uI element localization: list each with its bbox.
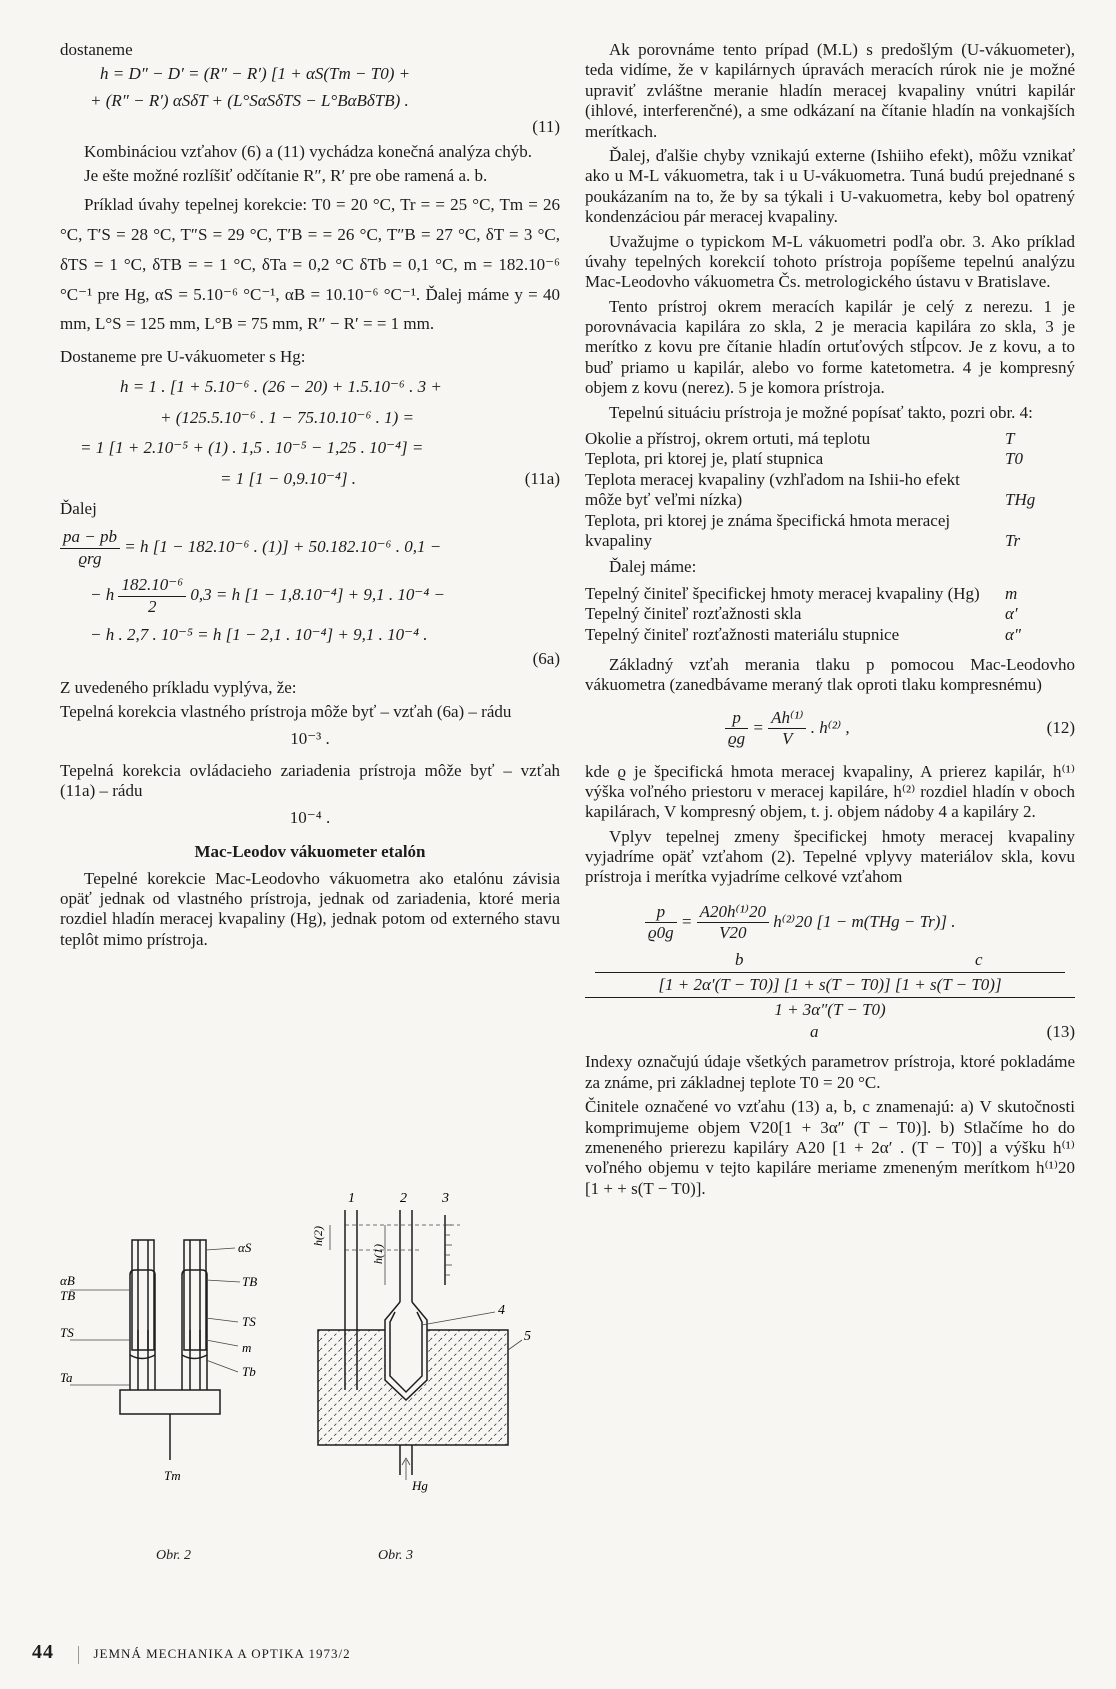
equation-11-line1: h = D″ − D′ = (R″ − R′) [1 + αS(Tm − T0) + — [100, 64, 411, 84]
paragraph: Je ešte možné rozlíšiť odčítanie R″, R′ pre obe ramená a. b. — [84, 165, 488, 185]
paragraph: Uvažujme o typickom M-L vákuometri podľa obr. 3. Ako príklad úvahy tepelných korekcií tohoto prístroja popíšeme tepelnú analýzu Mac-Leodovho vákuometra Čs. metrologického ústavu v Bratislave. — [585, 231, 1075, 292]
paragraph: Ak porovnáme tento prípad (M.L) s predošlým (U-vákuometer), teda vidíme, že v kapilárnych úpravách meracích rúrok nie je možné upraviť zvláštne meranie hladín meracej kvapaliny vnútri kapilár (ihlové, interferenčné), a sme odkázaní na čítanie hladín na vonkajších merítkach. — [585, 40, 1075, 141]
list-item-symbol: T — [1005, 429, 1015, 449]
paragraph: Z uvedeného príkladu vyplýva, že: — [60, 677, 297, 697]
equation-11-line2: + (R″ − R′) αSδT + (L°SαSδTS − L°BαBδTB) . — [90, 90, 409, 110]
paragraph: Indexy označujú údaje všetkých parametrov prístroja, ktoré pokladáme za známe, pri základnej teplote T0 = 20 °C. — [585, 1052, 1075, 1092]
label-tb-left: TB — [60, 1288, 76, 1303]
fraction: $\frac{\text{182.10⁻⁶}}{2}$ — [118, 575, 186, 617]
paragraph: Tepelné korekcie Mac-Leodovho vákuometra ako etalónu závisia opäť jednak od vlastného prístroja, jednak od zariadenia, ktoré meria rozdiel hladín meracej kvapaliny (Hg), jednak potom od externého stavu teplôt mimo prístroja. — [60, 868, 560, 949]
paragraph: Ďalej — [60, 499, 97, 519]
list-item — [585, 429, 1075, 449]
label-5: 5 — [524, 1329, 531, 1344]
figures — [60, 1190, 560, 1590]
label-alpha-s: αS — [238, 1240, 252, 1255]
equation-number: (13) — [1046, 1022, 1075, 1042]
paragraph: Príklad úvahy tepelnej korekcie: T0 = 20 °C, Tr = = 25 °C, Tm = 26 °C, T′S = 28 °C, T″S = 29 °C, T′B = = 26 °C, T″B = 27 °C, δT = 3 °C, δTS = 1 °C, δTB = = 1 °C, δTa = 0,2 °C δTb = 0,1 °C, m = 182.10⁻⁶ °C⁻¹ pre Hg, αS = 5.10⁻⁶ °C⁻¹, αB = 10.10⁻⁶ °C⁻¹. Ďalej máme y = 40 mm, L°S = 125 mm, L°B = 75 mm, R″ − R′ = = 1 mm. — [60, 195, 560, 334]
label-tb: Tb — [242, 1364, 256, 1379]
list-item-symbol: T0 — [1005, 449, 1023, 469]
label-2: 2 — [400, 1191, 407, 1206]
paragraph: Tepelná korekcia vlastného prístroja môže byť – vzťah (6a) – rádu — [60, 702, 512, 722]
divider — [78, 1646, 79, 1664]
equation-13-labels-top: b c — [735, 949, 983, 969]
label-4: 4 — [498, 1303, 505, 1318]
equation-13-labels-bottom: a (13) — [810, 1022, 1075, 1042]
fraction: $\frac{pa - pb}{\text{ϱrg}}$ — [60, 527, 120, 569]
equation-number: (11a) — [524, 468, 560, 488]
list-item-text: Teplota, pri ktorej je známa špecifická hmota meracej kvapaliny — [585, 510, 951, 550]
equation-11a-line3: = 1 [1 + 2.10⁻⁵ + (1) . 1,5 . 10⁻⁵ − 1,25 . 10⁻⁴] = — [80, 438, 424, 458]
list-item-symbol: Tr — [1005, 530, 1021, 550]
label-3: 3 — [442, 1191, 449, 1206]
paragraph: Vplyv tepelnej zmeny špecifickej hmoty meracej kvapaliny vyjadríme opäť vzťahom (2). Tepelné vplyvy materiálov skla, kovu prístroja i merítka vyjadríme celkové vzťahom — [585, 826, 1075, 887]
equation-13-denominator: 1 + 3α″(T − T0) — [774, 1000, 886, 1020]
order-value: 10⁻⁴ . — [289, 807, 331, 827]
label-h2: h(2) — [311, 1226, 325, 1246]
paragraph: Tento prístroj okrem meracích kapilár je celý z nerezu. 1 je porovnávacia kapilára zo skla, 2 je meracia kapilára zo skla, 3 je merítko z kovu pre čítanie hladín ortuťových stĺpcov. Je z kovu, a to buď priamo u kapilár, alebo vo forme katetometra. 4 je kompresný objem z kovu (nerez). 5 je komora prístroja. — [585, 296, 1075, 398]
label-ts-left: TS — [60, 1325, 74, 1340]
page-number: 44 — [32, 1641, 54, 1663]
equation-13-top: $\frac{p}{ϱ0g}$ = $\frac{\text{A20h⁽¹⁾20}}{V20}$ h⁽²⁾20 [1 − m(THg − Tr)] . — [645, 902, 1075, 944]
paragraph: Tepelnú situáciu prístroja je možné popísať takto, pozri obr. 4: — [609, 402, 1033, 422]
equation-number: (11) — [532, 117, 560, 137]
list-item-text: Okolie a přístroj, okrem ortuti, má teplotu — [585, 429, 871, 449]
list-item-symbol: THg — [1005, 490, 1036, 510]
equation-11a-line2: + (125.5.10⁻⁶ . 1 − 75.10.10⁻⁶ . 1) = — [160, 407, 415, 427]
label-hg: Hg — [412, 1478, 428, 1493]
paragraph: Základný vzťah merania tlaku p pomocou Mac-Leodovho vákuometra (zanedbávame meraný tlak oproti tlaku kompresnému) — [585, 654, 1075, 695]
list-item-text: Tepelný činiteľ rozťažnosti materiálu stupnice — [585, 624, 900, 644]
list-item — [585, 511, 1075, 552]
paragraph: Kombináciou vzťahov (6) a (11) vychádza konečná analýza chýb. — [84, 141, 532, 161]
paragraph: kde ϱ je špecifická hmota meracej kvapaliny, A prierez kapilár, h⁽¹⁾ výška voľného priestoru v meracej kapiláre, h⁽²⁾ rozdiel hladín v oboch kapilárach, V kompresný objem, t. j. objem nádoby 4 a kapiláry 2. — [585, 761, 1075, 822]
paragraph: Ďalej máme: — [609, 557, 697, 577]
paragraph: Ďalej, ďalšie chyby vznikajú externe (Ishiiho efekt), môžu vznikať ako u M-L vákuometra, tak i u U-vákuometra. Tuná budú prejednané s poukázaním na to, že by sa týkali i U-vakuometra, keby bol opatrený kondenzáciou pár meracej kvapaliny. — [585, 145, 1075, 227]
equation-6a-line3: − h . 2,7 . 10⁻⁵ = h [1 − 2,1 . 10⁻⁴] + 9,1 . 10⁻⁴ . — [90, 625, 428, 644]
list-item — [585, 625, 1075, 645]
list-item-symbol: α′ — [1005, 604, 1018, 624]
label-h1: h(1) — [371, 1244, 385, 1264]
list-item — [585, 449, 1075, 469]
equation-number: (12) — [1046, 717, 1075, 737]
label-m: m — [242, 1340, 252, 1355]
figure-2-caption: Obr. 2 — [156, 1548, 192, 1563]
equation-number: (6a) — [532, 649, 560, 669]
label-ts: TS — [242, 1314, 256, 1329]
list-item-symbol: m — [1005, 583, 1018, 603]
figure-3-caption: Obr. 3 — [378, 1548, 414, 1563]
list-item-text: Tepelný činiteľ rozťažnosti skla — [585, 604, 802, 624]
paragraph: Dostaneme pre U-vákuometer s Hg: — [60, 347, 306, 367]
list-item-text: Tepelný činiteľ špecifickej hmoty meracej kvapaliny (Hg) — [585, 583, 980, 603]
equation-11a-line4: = 1 [1 − 0,9.10⁻⁴] . — [220, 468, 357, 488]
coefficient-list — [585, 584, 1075, 645]
journal-name: JEMNÁ MECHANIKA A OPTIKA 1973/2 — [93, 1646, 351, 1661]
left-column — [60, 40, 560, 950]
paragraph: Tepelná korekcia ovládacieho zariadenia prístroja môže byť – vzťah (11a) – rádu — [60, 760, 560, 801]
label-1: 1 — [348, 1191, 355, 1206]
figure-2 — [120, 1240, 220, 1460]
list-item — [585, 584, 1075, 604]
equation-11a-line1: h = 1 . [1 + 5.10⁻⁶ . (26 − 20) + 1.5.10⁻⁶ . 3 + — [120, 377, 442, 397]
equation-6a-line2: − h $\frac{\text{182.10⁻⁶}}{2}$ 0,3 = h [1 − 1,8.10⁻⁴] + 9,1 . 10⁻⁴ − — [90, 575, 446, 616]
label-ta: Ta — [60, 1370, 73, 1385]
equation-12: $\frac{p}{ϱg}$ = $\frac{\text{Ah⁽¹⁾}}{V}$ . h⁽²⁾ , (12) — [725, 708, 1075, 750]
order-value: 10⁻³ . — [290, 728, 330, 748]
equation-13-numerator: [1 + 2α′(T − T0)] [1 + s(T − T0)] [1 + s(T − T0)] — [585, 973, 1075, 998]
list-item-text: Teplota meracej kvapaliny (vzhľadom na Ishii-ho efekt môže byť veľmi nízka) — [585, 469, 960, 510]
label-tb-top: TB — [242, 1274, 258, 1289]
label-alpha-b: αB — [60, 1273, 75, 1288]
right-column — [585, 40, 1075, 1199]
equation-6a-line1: $\frac{pa - pb}{\text{ϱrg}}$ = h [1 − 182.10⁻⁶ . (1)] + 50.182.10⁻⁶ . 0,1 − — [60, 527, 560, 569]
page-footer — [32, 1640, 351, 1664]
label-tm: Tm — [164, 1468, 181, 1483]
section-heading: Mac-Leodov vákuometer etalón — [194, 842, 426, 862]
paragraph: dostaneme — [60, 40, 133, 59]
paragraph: Činitele označené vo vzťahu (13) a, b, c znamenajú: a) V skutočnosti komprimujeme objem V20[1 + 3α″ (T − T0)]. b) Stlačíme ho do zmeneného prierezu kapiláry A20 [1 + 2α′ . (T − T0)] a výšku h⁽¹⁾ voľného objemu v tejto kapiláre meriame zmeneným merítkom h⁽¹⁾20 [1 + + s(T − T0)]. — [585, 1097, 1075, 1198]
figure-2-and-3-drawing — [60, 1190, 560, 1590]
temperature-list — [585, 429, 1075, 551]
list-item-text: Teplota, pri ktorej je, platí stupnica — [585, 449, 824, 469]
list-item — [585, 604, 1075, 624]
list-item-symbol: α″ — [1005, 624, 1022, 644]
list-item — [585, 470, 1075, 511]
